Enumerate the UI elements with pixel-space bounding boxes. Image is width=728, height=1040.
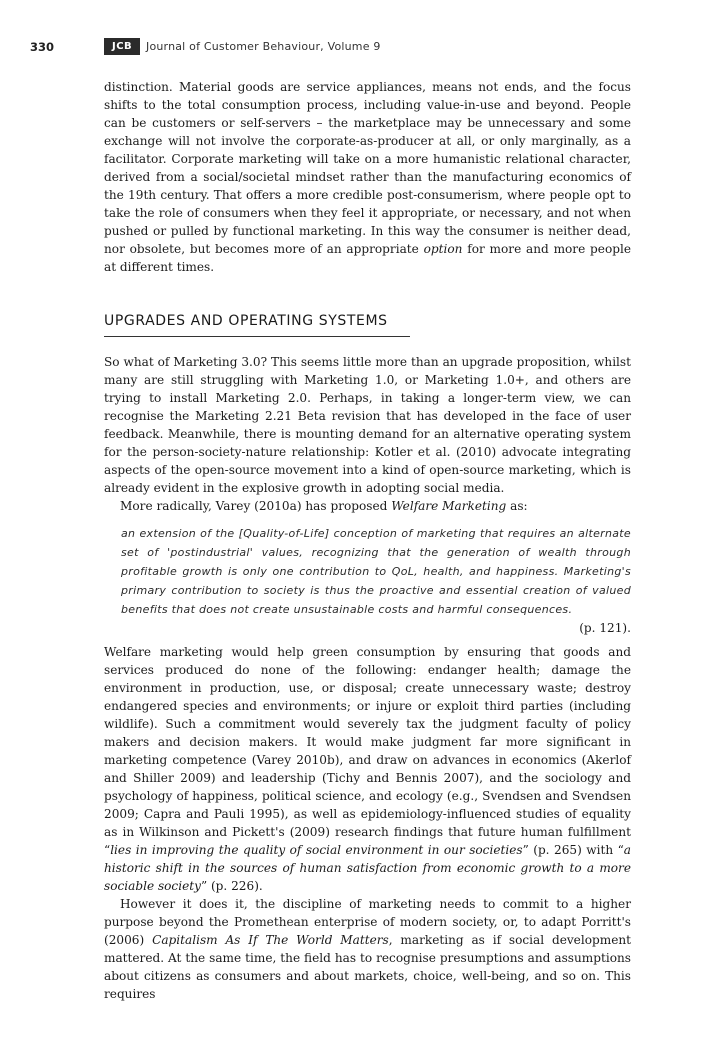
journal-badge: JCB [104, 38, 140, 55]
block-quote: an extension of the [Quality-of-Life] conception of marketing that requires an alternate set of 'postindustrial' values, recognizing that the generation of wealth through profitable growth is only one contribution to QoL, health, and happiness. Marketing's primary contribution to society is thus the proactive and essential creation of valued benefits that does not create unsustainable costs and harmful consequences. [121, 527, 631, 616]
quote-citation: (p. 121). [579, 621, 631, 635]
page-number: 330 [30, 40, 55, 54]
body-text [104, 78, 631, 1003]
running-header [0, 38, 728, 60]
paragraph-welfare-intro: More radically, Varey (2010a) has proposed Welfare Marketing as: [120, 499, 528, 513]
paragraph-marketing-3: So what of Marketing 3.0? This seems little more than an upgrade proposition, whilst many are still struggling with Marketing 1.0, or Marketing 1.0+, and others are trying to install Marketing 2.0. Perhaps, in taking a longer-term view, we can recognise the Marketing 2.21 Beta revision that has developed in the face of user feedback. Meanwhile, there is mounting demand for an alternative operating system for the person-society-nature relationship: Kotler et al. (2010) advocate integrating aspects of the open-source movement into a kind of open-source marketing, which is already evident in the explosive growth in adopting social media. [104, 355, 631, 495]
paragraph-welfare-marketing: Welfare marketing would help green consumption by ensuring that goods and services produced do none of the following: endanger health; damage the environment in production, use, or disposal; create unnecessary waste; destroy endangered species and environments; or injure or exploit third parties (including wildlife). Such a commitment would severely tax the judgment faculty of policy makers and decision makers. It would make judgment far more significant in marketing competence (Varey 2010b), and draw on advances in economics (Akerlof and Shiller 2009) and leadership (Tichy and Bennis 2007), and the sociology and psychology of happiness, political science, and ecology (e.g., Svendsen and Svendsen 2009; Capra and Pauli 1995), as well as epidemiology-influenced studies of equality as in Wilkinson and Pickett's (2009) research findings that future human fulfillment “lies in improving the quality of social environment in our societies” (p. 265) with “a historic shift in the sources of human satisfaction from economic growth to a more sociable society” (p. 226). [104, 645, 631, 893]
journal-title: Journal of Customer Behaviour, Volume 9 [146, 40, 381, 53]
paragraph-discipline: However it does it, the discipline of marketing needs to commit to a higher purpose beyond the Promethean enterprise of modern society, or, to adapt Porritt's (2006) Capitalism As If The World Matters, marketing as if social development mattered. At the same time, the field has to recognise presumptions and assumptions about citizens as consumers and about markets, choice, well-being, and so on. This requires [104, 897, 632, 1001]
paragraph-continued: distinction. Material goods are service appliances, means not ends, and the focus shifts to the total consumption process, including value-in-use and beyond. People can be customers or self-servers – the marketplace may be unnecessary and some exchange will not involve the corporate-as-producer at all, or only marginally, as a facilitator. Corporate marketing will take on a more humanistic relational character, derived from a social/societal mindset rather than the manufacturing economics of the 19th century. That offers a more credible post-consumerism, where people opt to take the role of consumers when they feel it appropriate, or necessary, and not when pushed or pulled by functional marketing. In this way the consumer is neither dead, nor obsolete, but becomes more of an appropriate option for more and more people at different times. [104, 80, 631, 274]
section-heading: UPGRADES AND OPERATING SYSTEMS [104, 312, 410, 337]
